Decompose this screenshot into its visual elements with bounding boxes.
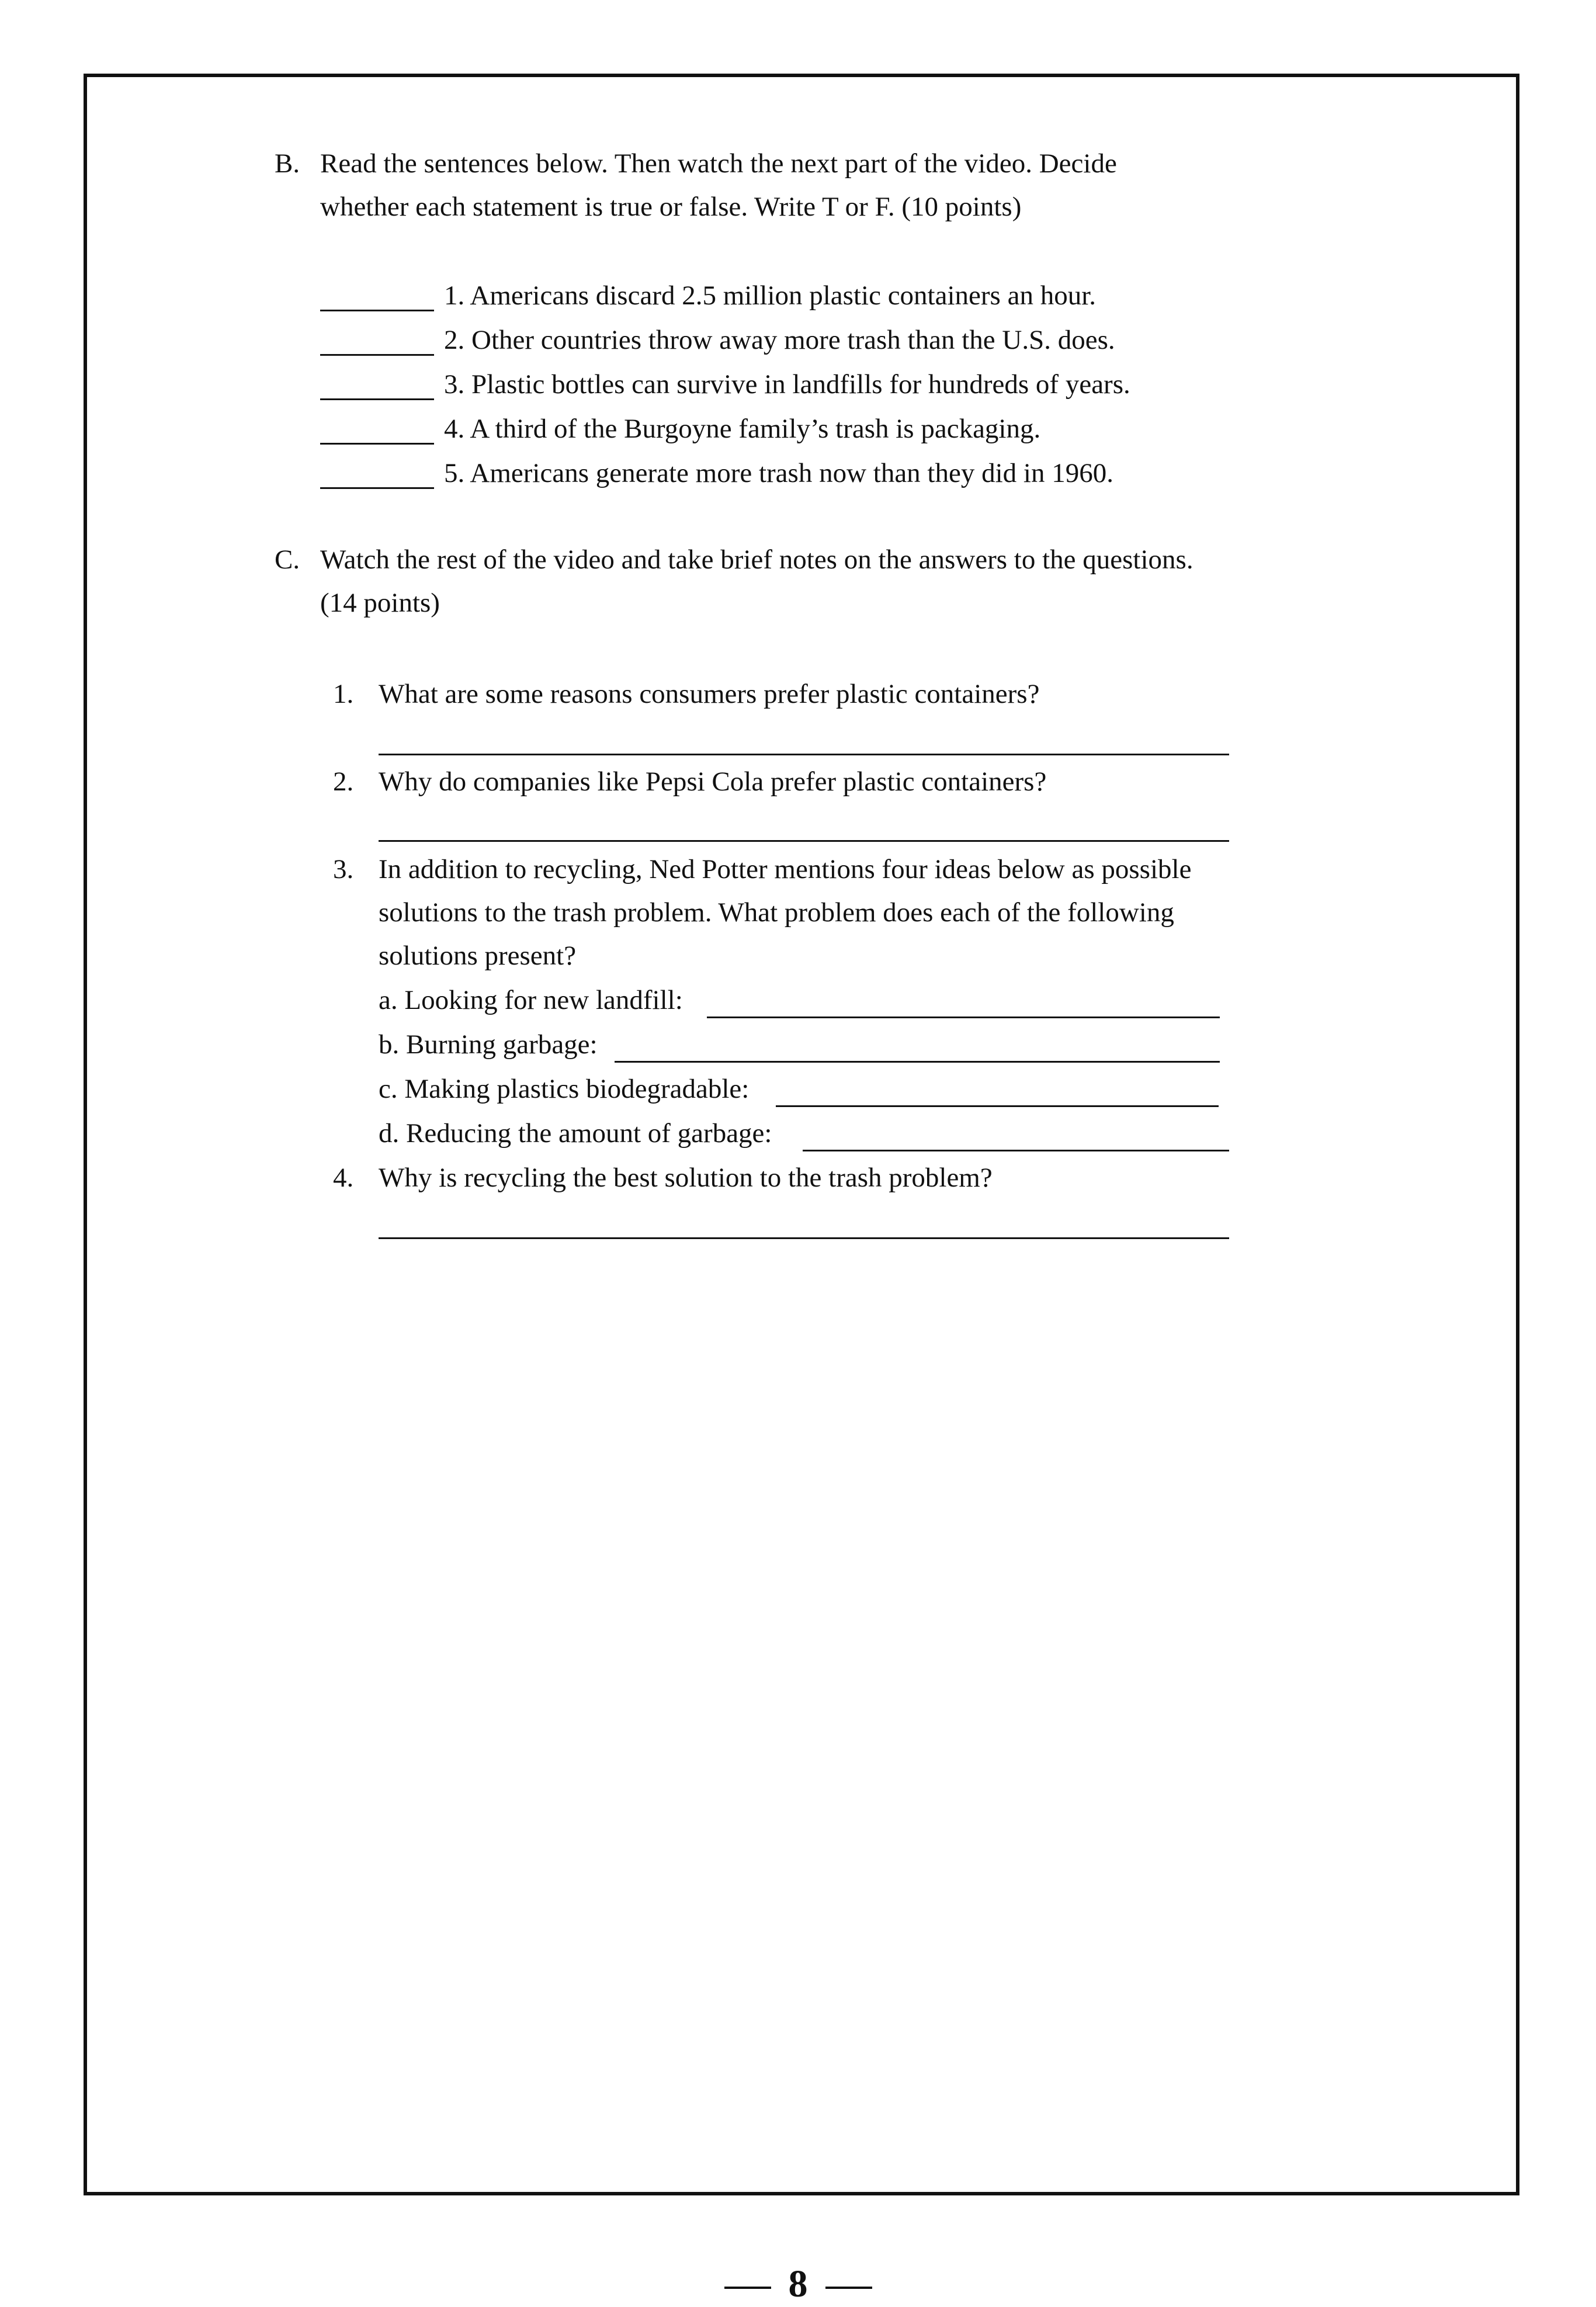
section-b-item-2: 2. Other countries throw away more trash than the U.S. does.	[444, 325, 1115, 355]
question-2-number: 2.	[333, 766, 354, 797]
question-3-line1: In addition to recycling, Ned Potter mentions four ideas below as possible	[379, 854, 1192, 884]
answer-blank-b3[interactable]	[320, 398, 434, 400]
question-4-number: 4.	[333, 1163, 354, 1193]
section-b-item-4: 4. A third of the Burgoyne family’s trash is packaging.	[444, 414, 1041, 444]
question-3d-label: d. Reducing the amount of garbage:	[379, 1118, 772, 1149]
question-3-line2: solutions to the trash problem. What problem does each of the following	[379, 897, 1174, 928]
answer-blank-b4[interactable]	[320, 443, 434, 445]
answer-blank-b1[interactable]	[320, 310, 434, 311]
question-1-number: 1.	[333, 679, 354, 709]
question-4-text: Why is recycling the best solution to the trash problem?	[379, 1163, 993, 1193]
page-number	[0, 2261, 1596, 2307]
section-b-item-5: 5. Americans generate more trash now than they did in 1960.	[444, 458, 1113, 488]
question-3-line3: solutions present?	[379, 941, 577, 971]
answer-blank-b5[interactable]	[320, 487, 434, 489]
section-b-item-3: 3. Plastic bottles can survive in landfills for hundreds of years.	[444, 369, 1130, 400]
section-c-letter: C.	[275, 544, 300, 575]
section-c-instruction-line2: (14 points)	[320, 588, 440, 618]
question-3c-label: c. Making plastics biodegradable:	[379, 1074, 750, 1104]
answer-line-q3a[interactable]	[707, 1017, 1220, 1018]
answer-line-q4[interactable]	[379, 1237, 1229, 1239]
page-number-value: 8	[788, 2263, 808, 2305]
page-number-left-dash	[724, 2287, 771, 2289]
page-number-right-dash	[825, 2287, 872, 2289]
question-3b-label: b. Burning garbage:	[379, 1029, 598, 1060]
section-b-instruction-line2: whether each statement is true or false. Write T or F. (10 points)	[320, 192, 1022, 222]
question-3a-label: a. Looking for new landfill:	[379, 985, 683, 1015]
answer-line-q2[interactable]	[379, 840, 1229, 842]
question-1-text: What are some reasons consumers prefer plastic containers?	[379, 679, 1040, 709]
answer-blank-b2[interactable]	[320, 354, 434, 356]
answer-line-q3b[interactable]	[615, 1061, 1220, 1063]
question-2-text: Why do companies like Pepsi Cola prefer plastic containers?	[379, 766, 1047, 797]
section-b-letter: B.	[275, 148, 300, 179]
section-b-item-1: 1. Americans discard 2.5 million plastic containers an hour.	[444, 280, 1096, 311]
question-3-number: 3.	[333, 854, 354, 884]
section-b-instruction-line1: Read the sentences below. Then watch the next part of the video. Decide	[320, 148, 1117, 179]
section-c-instruction-line1: Watch the rest of the video and take brief notes on the answers to the questions.	[320, 544, 1193, 575]
answer-line-q3c[interactable]	[776, 1105, 1219, 1107]
answer-line-q1[interactable]	[379, 754, 1229, 755]
answer-line-q3d[interactable]	[803, 1150, 1229, 1151]
